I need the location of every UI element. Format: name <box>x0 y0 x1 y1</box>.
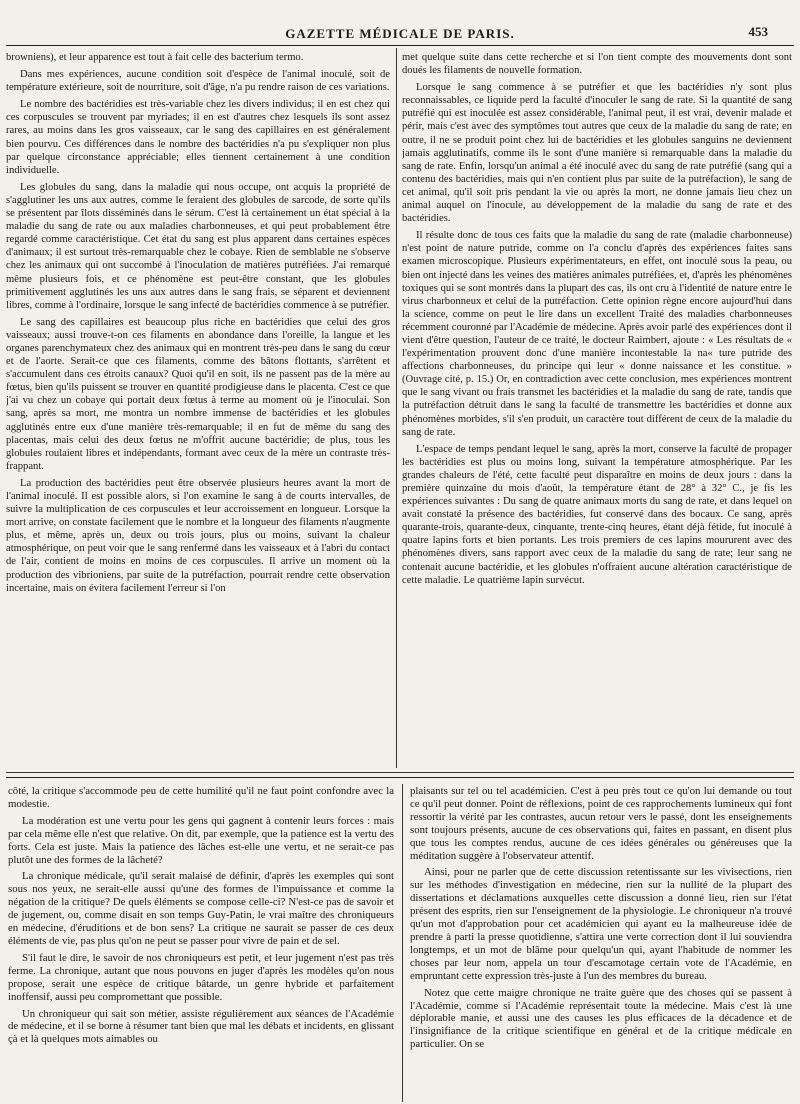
paragraph: browniens), et leur apparence est tout à fait celle des bacterium termo. <box>6 52 304 63</box>
paragraph: plaisants sur tel ou tel académicien. C'est à peu près tout ce qu'on lui demande ou tout ce qu'il peut donner. Point de réflexions, point de ces rapprochements lumineux qui font ressortir la vérité par les contrastes, aucun retour vers le passé, dont les enseignements sont toujours présents, aucune de ces observations qui, faites en passant, en disent plus que tous les comptes rendus, aucune de ces idées générales ou généreuses que la méditation suggère à l'observateur attentif. <box>410 785 792 862</box>
paragraph: La modération est une vertu pour les gens qui gagnent à contenir leurs forces : mais par cela même elle n'est que relative. On dit, par exemple, que la patience est la vertu des forts. Cela est juste. Mais la patience des lâches est-elle une vertu, et ne serait-ce pas plutôt une des formes de la lâcheté? <box>8 814 394 866</box>
paragraph: Il résulte donc de tous ces faits que la maladie du sang de rate (maladie charbonneuse) n'est point de nature putride, comme on l'a conclu d'après des expériences faites sans examen microscopique. Plusieurs expérimentateurs, en effet, ont inoculé sous la peau, ou bien ont injecté dans les veines des matières animales putréfiées, et, d'après les phénomènes toxiques qui se sont montrés dans la plupart des cas, ils ont cru à l'identité de nature entre le virus charbonneux et celui de la putréfaction. Cette opinion règne encore aujourd'hui dans la science, comme on peut le lire dans un excellent Traité des maladies charbonneuses récemment couronné par l'Académie de médecine. Après avoir parlé des expériences dont il vient d'être question, l'auteur de ce traité, le docteur Raimbert, ajoute : « Les résultats de « l'expérimentation prouvent donc d'une manière incontestable la na« ture putride des affections charbonneuses, du principe qui leur « donne naissance et les constitue. » (Ouvrage cité, p. 15.) Or, en contradiction avec cette conclusion, mes expériences montrent que le sang vivant ou frais transmet les bactéridies et la maladie du sang de rate, tandis que la putréfaction détruit dans le sang la faculté de transmettre les bactéridies et donne aux phénomènes morbides, s'il s'en produit, un caractère tout différent de ceux de la maladie du sang de rate. <box>402 230 792 438</box>
paragraph: Dans mes expériences, aucune condition soit d'espèce de l'animal inoculé, soit de température extérieure, soit de nourriture, soit d'âge, n'a pu rendre raison de ces variations. <box>6 69 390 94</box>
column-divider <box>402 784 403 1102</box>
paragraph: Notez que cette maigre chronique ne traite guère que des choses qui se passent à l'Académie, comme si l'Académie représentait toute la médecine. Mais c'est là une déplorable manie, et aussi une des causes les plus efficaces de la décadence et de l'insignifiance de la critique scientifique en général et de la critique médicale en particulier. On se <box>410 986 792 1051</box>
paragraph: L'espace de temps pendant lequel le sang, après la mort, conserve la faculté de propager les bactéridies est plus ou moins long, suivant la température atmosphérique. Par les grandes chaleurs de l'été, cette faculté peut disparaître en moins de deux jours : dans la première quinzaine du mois d'août, la température étant de 28° à 32° C., je fis les expériences suivantes : Du sang de quatre animaux morts du sang de rate, et dans lequel on avait constaté la présence des bactéridies, fut conservé dans des bocaux. Ce sang, après quarante-trois, quarante-deux, cinquante, trente-cinq heures, étant déjà fétide, fut inoculé à quatre lapins forts et bien portants. Les trois premiers de ces lapins moururent avec des phénomènes divers, sans rapport avec ceux de la maladie du sang de rate; leur sang ne contenait aucune bactéridie, et les globules n'offraient aucune altération caractéristique de cette maladie. Le quatrième lapin survécut. <box>402 443 792 586</box>
paragraph: La chronique médicale, qu'il serait malaisé de définir, d'après les exemples qui sont sous nos yeux, ne serait-elle aussi qu'une des formes de l'impuissance et comme la négation de la critique? De quels éléments se compose celle-ci? N'est-ce pas de savoir et de jugement, ou, comme disait en son temps Guy-Patin, le vrai maître des chroniqueurs en médecine, d'éruditions et de bon sens? La critique ne saurait se passer de ces deux éléments de vie, pas plus qu'on ne peut se passer pour vivre de pain et de sel. <box>8 870 394 947</box>
feuilleton-column-right <box>410 785 792 1101</box>
page-header <box>0 0 800 46</box>
section-rule <box>6 777 794 778</box>
paragraph: Les globules du sang, dans la maladie qui nous occupe, ont acquis la propriété de s'agglutiner les uns aux autres, comme le feraient des globules de sarcode, de sorte qu'ils se présentent par îlots disséminés dans le sérum. C'est là certainement un état spécial à la maladie du sang de rate ou aux maladies charbonneuses, et qui peut probablement être regardé comme caractéristique. Cet état du sang est plus apparent dans certaines espèces d'animaux; il est surtout très-remarquable chez le cobaye. Rien de semblable ne s'observe chez les animaux qui ont succombé à l'inoculation de matières putréfiées. J'ai remarqué même plusieurs fois, et ce phénomène est peut-être constant, que les globules primitivement agglutinés les uns aux autres dans le sang frais, se séparent et deviennent libres, comme à l'ordinaire, lorsque le sang infecté de bactéridies commence à se putréfier. <box>6 181 390 311</box>
paragraph: Un chroniqueur qui sait son métier, assiste régulièrement aux séances de l'Académie de médecine, et il se borne à résumer tant bien que mal les débats et incidents, en glissant çà et là quelques mots aimables ou <box>8 1007 394 1046</box>
article-column-right <box>402 51 792 766</box>
page-number: 453 <box>748 24 768 39</box>
column-divider <box>396 48 397 768</box>
section-rule <box>6 772 794 773</box>
paragraph: S'il faut le dire, le savoir de nos chroniqueurs est petit, et leur jugement n'est pas très ferme. La chronique, autant que nous pouvons en juger d'après les modèles qu'on nous propose, serait une espèce de critique bâtarde, un genre hybride et parfaitement inoffensif, aussi peu compromettant que possible. <box>8 951 394 1003</box>
feuilleton-column-left <box>8 785 394 1101</box>
paragraph: côté, la critique s'accommode peu de cette humilité qu'il ne faut point confondre avec la modestie. <box>8 785 394 810</box>
paragraph: Lorsque le sang commence à se putréfier et que les bactéridies n'y sont plus reconnaissables, ce liquide perd la faculté d'inoculer le sang de rate. Si la quantité de sang putréfié qui est inoculée est assez considérable, l'animal peut, il est vrai, devenir malade et périr, mais c'est avec des symptômes tout autres que ceux de la maladie du sang de rate; en outre, il ne se produit point chez lui de bactéridies et les globules sanguins ne deviennent jamais agglutinatifs, comme ils le sont d'une manière si remarquable dans la maladie du sang de rate. Enfin, lorsqu'un animal a été inoculé avec du sang de rate putréfié (sang qui a contenu des bactéridies, mais qui n'en contient plus par suite de la putréfaction), le sang de cet animal, qu'il soit pris pendant la vie ou après la mort, ne donne jamais lieu chez un animal auquel on l'inocule, au développement de la maladie du sang de rate et des bactéridies. <box>402 82 792 225</box>
paragraph: met quelque suite dans cette recherche et si l'on tient compte des mouvements dont sont doués les filaments de nouvelle formation. <box>402 52 792 77</box>
paragraph: La production des bactéridies peut être observée plusieurs heures avant la mort de l'animal inoculé. Il est possible alors, si l'on examine le sang à de courts intervalles, de suivre la multiplication de ces corpuscules et leur accroissement en longueur. Lorsque la mort arrive, on constate facilement que le nombre et la longueur des filaments n'augmente plus, et même, après un, deux ou trois jours, plus ou moins, suivant la chaleur atmosphérique, on peut voir que le sang renfermé dans les vaisseaux et à l'abri du contact de l'air, contient de moins en moins de ces corpuscules. Il arrive un moment où la production des vibrioniens, par suite de la putréfaction, pourrait rendre cette observation incertaine, mais on évitera facilement l'erreur si l'on <box>6 477 390 594</box>
paragraph: Le nombre des bactéridies est très-variable chez les divers individus; il en est chez qui ces corpuscules se trouvent par myriades; il en est d'autres chez lesquels ils sont assez rares, au moins dans les gros vaisseaux, car le sang des capillaires en est généralement bien pourvu. Ces différences dans le nombre des bactéridies n'a pu s'expliquer non plus par quelque circonstance appréciable; elles tiennent certainement à une condition individuelle. <box>6 99 390 176</box>
journal-title: GAZETTE MÉDICALE DE PARIS. <box>285 26 515 41</box>
article-column-left <box>6 51 390 766</box>
paragraph: Le sang des capillaires est beaucoup plus riche en bactéridies que celui des gros vaisseaux; aussi trouve-t-on ces filaments en abondance dans l'oreille, la langue et les organes parenchymateux chez des animaux qui en montrent très-peu dans le sang du cœur et de l'aorte. Serait-ce que ces filaments, comme des bâtons flottants, s'arrêtent et s'accumulent dans ces étroits canaux? Quoi qu'il en soit, ils ne passent pas de la mère au fœtus, bien qu'ils puissent se trouver en quantité prodigieuse dans le placenta. C'est ce que j'ai vu chez un cobaye qui portait deux fœtus à terme au moment où je l'inoculai. Son sang, après sa mort, me montra un nombre immense de bactéridies et les globules agglutinés entre eux d'une manière très-remarquable; il en fut de même du sang des placentas, mais celui des deux fœtus ne m'offrit aucune bactéridie; de plus, tous les globules roulaient libres et indépendants, formant avec ceux de la mère un contraste très-frappant. <box>6 316 390 472</box>
header-rule <box>6 45 794 46</box>
paragraph: Ainsi, pour ne parler que de cette discussion retentissante sur les vivisections, rien sur les méthodes d'investigation en médecine, rien sur la nullité de la plupart des dissertations et déclamations auxquelles cette discussion a donné lieu, rien sur l'état présent des esprits, rien sur l'enseignement de la physiologie. Le chroniqueur n'a trouvé qu'un mot d'approbation pour cet académicien qui ayant eu la malheureuse idée de prendre à parti la presse quotidienne, s'attira une verte correction dont il lui souviendra longtemps, et un mot de blâme pour quelqu'un qui, ayant l'habitude de nommer les choses par leur nom, appela un tour d'escamotage certain vote de l'Académie, en empruntant cette expression très-juste à l'un des membres du bureau. <box>410 866 792 982</box>
